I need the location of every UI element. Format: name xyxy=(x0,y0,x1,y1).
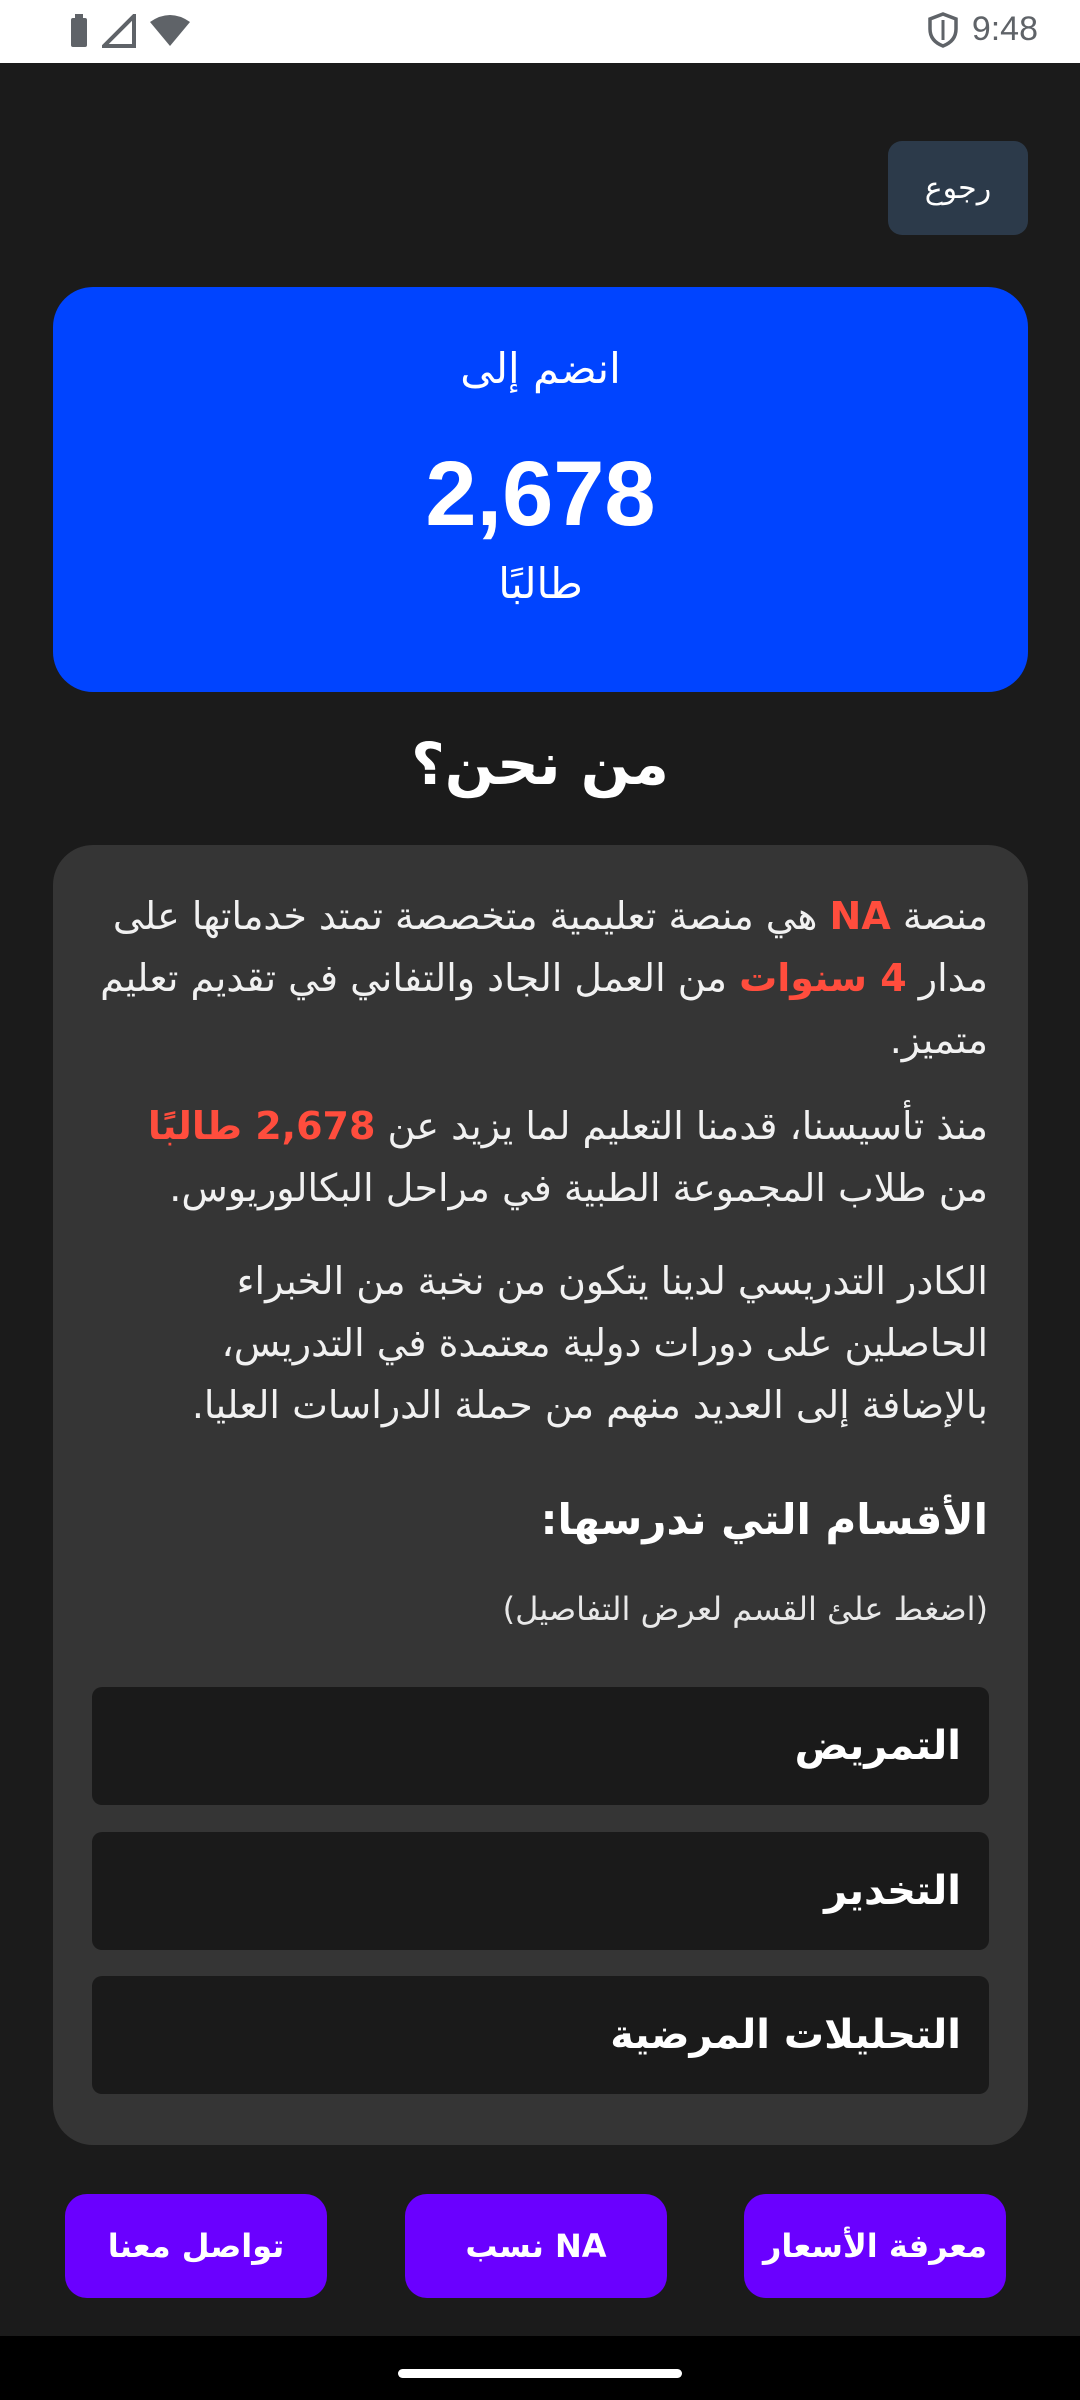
hero-join-label: انضم إلى xyxy=(460,344,621,393)
system-nav-bar xyxy=(0,2336,1080,2400)
years-highlight: 4 سنوات xyxy=(739,956,907,1000)
section-anesthesia-button[interactable]: التخدير xyxy=(92,1832,989,1950)
hero-students-label: طالبًا xyxy=(498,559,583,608)
status-time: 9:48 xyxy=(971,10,1038,48)
p1-before: منصة xyxy=(890,894,988,938)
students-hero-card xyxy=(53,287,1028,692)
contact-us-button[interactable]: تواصل معنا xyxy=(65,2194,327,2298)
prices-button[interactable]: معرفة الأسعار xyxy=(744,2194,1006,2298)
p2-after: من طلاب المجموعة الطبية في مراحل البكالوريوس. xyxy=(169,1166,988,1210)
p1-after: من العمل الجاد والتفاني في تقديم تعليم متميز. xyxy=(100,956,988,1062)
sections-title: الأقسام التي ندرسها: xyxy=(540,1495,988,1544)
battery-icon xyxy=(70,14,88,48)
about-paragraph-2 xyxy=(89,1095,988,1219)
status-icons xyxy=(70,14,190,48)
p1-middle: هي منصة تعليمية متخصصة تمتد خدماتها على مدار xyxy=(112,894,988,1000)
section-pathology-button[interactable]: التحليلات المرضية xyxy=(92,1976,989,2094)
status-bar xyxy=(0,0,1080,63)
about-title: من نحن؟ xyxy=(411,730,669,798)
status-right xyxy=(928,10,1038,49)
signal-icon xyxy=(102,14,136,48)
sections-hint: (اضغط علئ القسم لعرض التفاصيل) xyxy=(502,1590,988,1628)
hero-student-count: 2,678 xyxy=(425,443,656,545)
about-paragraph-3: الكادر التدريسي لدينا يتكون من نخبة من الخبراء الحاصلين على دورات دولية معتمدة في التدريس، بالإضافة إلى العديد منهم من حملة الدراسات العليا. xyxy=(191,1259,988,1427)
na-rates-button[interactable]: نسب NA xyxy=(405,2194,667,2298)
wifi-icon xyxy=(150,14,190,48)
students-highlight: 2,678 طالبًا xyxy=(147,1104,376,1148)
brand-highlight: NA xyxy=(829,894,891,938)
home-gesture-handle[interactable] xyxy=(398,2369,682,2378)
back-button[interactable]: رجوع xyxy=(888,141,1028,235)
section-nursing-button[interactable]: التمريض xyxy=(92,1687,989,1805)
about-card xyxy=(53,845,1028,2145)
p2-before: منذ تأسيسنا، قدمنا التعليم لما يزيد عن xyxy=(375,1104,988,1148)
shield-icon xyxy=(928,12,958,48)
about-paragraph-1 xyxy=(89,885,988,1071)
